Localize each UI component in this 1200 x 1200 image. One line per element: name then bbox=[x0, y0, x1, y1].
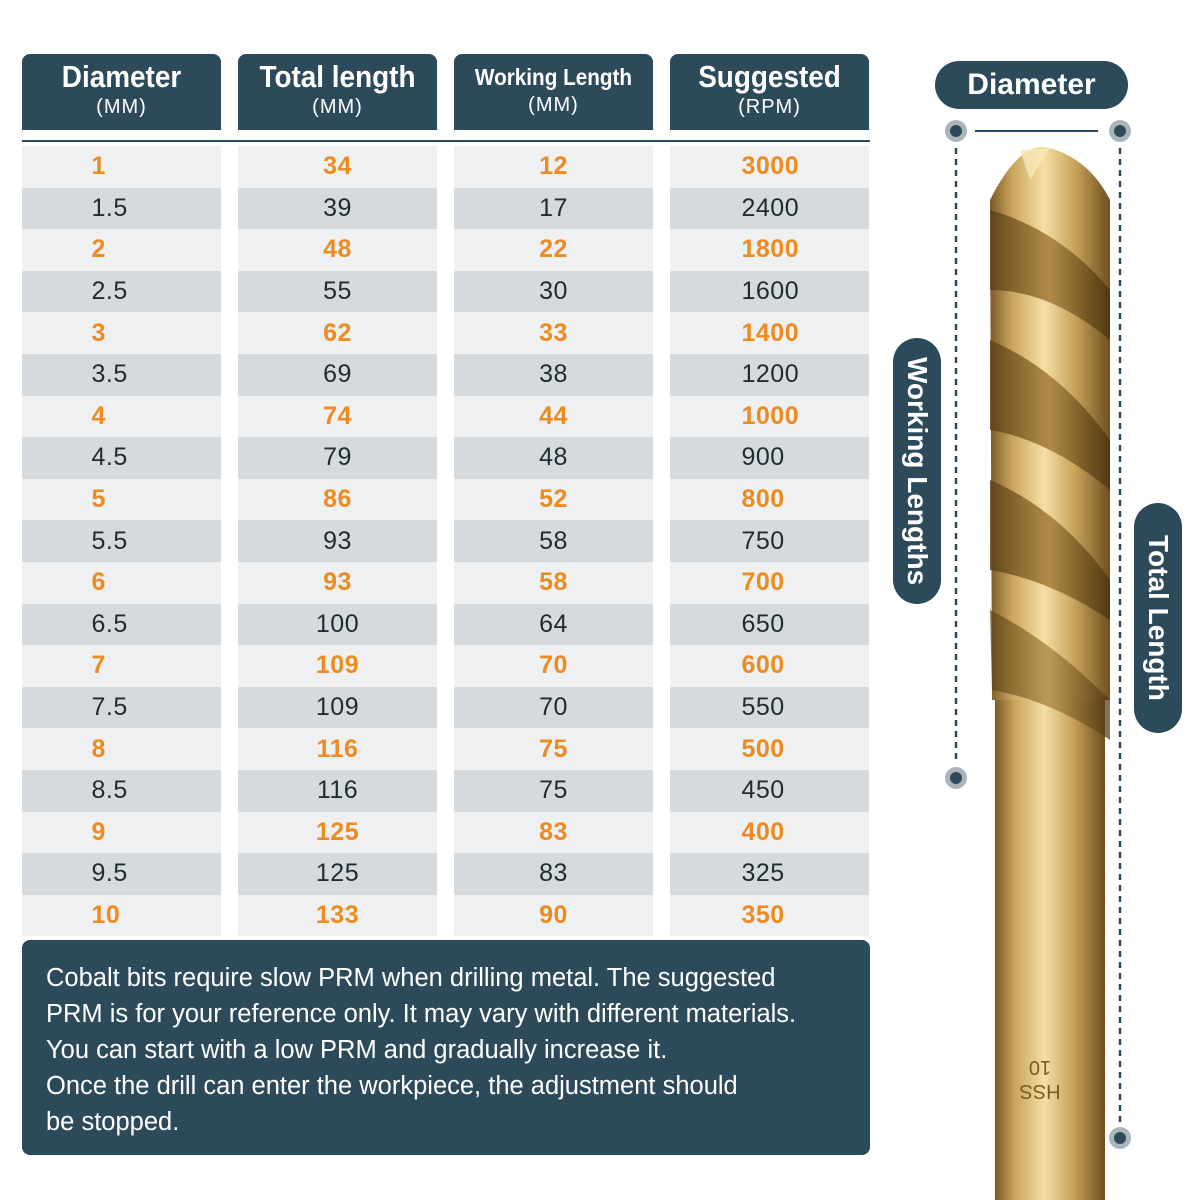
cell-value: 33 bbox=[539, 318, 568, 347]
table-cell bbox=[22, 520, 221, 562]
cell-value: 1200 bbox=[741, 360, 800, 389]
cell-value: 1.5 bbox=[91, 193, 128, 222]
cell-value: 650 bbox=[741, 609, 785, 638]
cell-value: 58 bbox=[539, 568, 568, 597]
table-header bbox=[22, 54, 870, 132]
table-cell bbox=[238, 770, 437, 812]
table-cell bbox=[238, 146, 437, 188]
table-cell bbox=[238, 396, 437, 438]
table-cell bbox=[670, 479, 869, 521]
cell-value: 86 bbox=[323, 485, 352, 514]
drill-marking-line1: HSS bbox=[1019, 1080, 1061, 1102]
cell-value: 93 bbox=[323, 526, 352, 555]
cell-value: 2.5 bbox=[91, 277, 128, 306]
table-cell bbox=[454, 271, 653, 313]
usage-note bbox=[22, 940, 870, 1155]
note-line: You can start with a low PRM and gradually increase it. bbox=[46, 1036, 668, 1064]
table-cell bbox=[238, 354, 437, 396]
cell-value: 55 bbox=[323, 277, 352, 306]
table-cell bbox=[670, 271, 869, 313]
table-cell bbox=[238, 562, 437, 604]
table-row bbox=[22, 437, 870, 479]
table-cell bbox=[22, 770, 221, 812]
cell-value: 116 bbox=[316, 734, 359, 763]
cell-value: 6.5 bbox=[91, 609, 128, 638]
table-cell bbox=[670, 687, 869, 729]
table-row bbox=[22, 312, 870, 354]
table-cell bbox=[454, 895, 653, 937]
table-cell bbox=[670, 895, 869, 937]
cell-value: 3 bbox=[91, 318, 106, 347]
table-cell bbox=[238, 312, 437, 354]
cell-value: 350 bbox=[741, 900, 785, 929]
header-suggested-rpm bbox=[670, 54, 869, 130]
cell-value: 9 bbox=[91, 817, 106, 846]
dimension-endpoint-icon bbox=[1109, 120, 1131, 142]
table-cell bbox=[670, 520, 869, 562]
drill-shank bbox=[995, 700, 1105, 1200]
table-cell bbox=[670, 645, 869, 687]
table-cell bbox=[454, 354, 653, 396]
header-unit: (RPM) bbox=[738, 96, 801, 118]
cell-value: 5.5 bbox=[91, 526, 128, 555]
table-cell bbox=[454, 562, 653, 604]
table-cell bbox=[670, 396, 869, 438]
header-unit: (MM) bbox=[528, 94, 579, 116]
cell-value: 70 bbox=[539, 693, 568, 722]
cell-value: 48 bbox=[323, 235, 352, 264]
cell-value: 3.5 bbox=[91, 360, 128, 389]
note-line: Once the drill can enter the workpiece, the adjustment should bbox=[46, 1072, 738, 1100]
table-cell bbox=[22, 354, 221, 396]
table-cell bbox=[22, 853, 221, 895]
table-cell bbox=[670, 146, 869, 188]
table-cell bbox=[454, 146, 653, 188]
table-cell bbox=[454, 728, 653, 770]
table-row bbox=[22, 354, 870, 396]
table-cell bbox=[22, 895, 221, 937]
cell-value: 7.5 bbox=[91, 693, 128, 722]
table-cell bbox=[22, 146, 221, 188]
table-cell bbox=[454, 479, 653, 521]
cell-value: 109 bbox=[315, 651, 360, 680]
table-row bbox=[22, 229, 870, 271]
table-cell bbox=[670, 770, 869, 812]
table-row bbox=[22, 562, 870, 604]
table-cell bbox=[22, 562, 221, 604]
table-cell bbox=[670, 562, 869, 604]
table-cell bbox=[454, 645, 653, 687]
table-row bbox=[22, 271, 870, 313]
cell-value: 74 bbox=[323, 401, 352, 430]
drill-bit-image bbox=[960, 140, 1140, 1200]
table-cell bbox=[22, 312, 221, 354]
table-cell bbox=[238, 437, 437, 479]
cell-value: 700 bbox=[741, 568, 785, 597]
table-cell bbox=[238, 520, 437, 562]
table-row bbox=[22, 146, 870, 188]
table-cell bbox=[670, 853, 869, 895]
cell-value: 75 bbox=[539, 734, 568, 763]
cell-value: 83 bbox=[539, 859, 568, 888]
table-row bbox=[22, 812, 870, 854]
cell-value: 900 bbox=[741, 443, 785, 472]
cell-value: 48 bbox=[539, 443, 568, 472]
table-cell bbox=[22, 437, 221, 479]
cell-value: 12 bbox=[539, 152, 568, 181]
table-row bbox=[22, 895, 870, 937]
dimension-endpoint-icon bbox=[945, 120, 967, 142]
table-row bbox=[22, 396, 870, 438]
header-unit: (MM) bbox=[96, 96, 147, 118]
table-cell bbox=[238, 604, 437, 646]
cell-value: 125 bbox=[315, 817, 360, 846]
cell-value: 64 bbox=[539, 609, 568, 638]
table-cell bbox=[238, 812, 437, 854]
table-cell bbox=[670, 312, 869, 354]
table-row bbox=[22, 188, 870, 230]
table-body bbox=[22, 146, 870, 936]
table-cell bbox=[670, 437, 869, 479]
cell-value: 3000 bbox=[741, 152, 800, 181]
cell-value: 4.5 bbox=[91, 443, 128, 472]
header-title: Total length bbox=[259, 59, 416, 94]
note-line: PRM is for your reference only. It may vary with different materials. bbox=[46, 1000, 797, 1028]
table-cell bbox=[670, 728, 869, 770]
table-row bbox=[22, 645, 870, 687]
cell-value: 500 bbox=[741, 734, 785, 763]
cell-value: 1 bbox=[91, 152, 106, 181]
cell-value: 17 bbox=[539, 193, 568, 222]
table-cell bbox=[670, 354, 869, 396]
cell-value: 750 bbox=[741, 526, 785, 555]
cell-value: 22 bbox=[539, 235, 568, 264]
table-cell bbox=[454, 520, 653, 562]
table-cell bbox=[454, 437, 653, 479]
table-cell bbox=[238, 728, 437, 770]
table-cell bbox=[670, 188, 869, 230]
table-cell bbox=[238, 853, 437, 895]
table-cell bbox=[22, 188, 221, 230]
cell-value: 2400 bbox=[741, 193, 800, 222]
cell-value: 75 bbox=[539, 776, 568, 805]
cell-value: 30 bbox=[539, 277, 568, 306]
cell-value: 550 bbox=[741, 693, 785, 722]
table-cell bbox=[22, 229, 221, 271]
table-cell bbox=[22, 271, 221, 313]
header-diameter bbox=[22, 54, 221, 130]
table-cell bbox=[238, 895, 437, 937]
cell-value: 800 bbox=[741, 485, 785, 514]
header-divider bbox=[22, 140, 870, 142]
cell-value: 34 bbox=[323, 152, 352, 181]
cell-value: 8 bbox=[91, 734, 106, 763]
table-cell bbox=[22, 728, 221, 770]
cell-value: 109 bbox=[315, 693, 360, 722]
table-row bbox=[22, 604, 870, 646]
table-cell bbox=[454, 812, 653, 854]
cell-value: 38 bbox=[539, 360, 568, 389]
table-row bbox=[22, 770, 870, 812]
header-working-length bbox=[454, 54, 653, 130]
cell-value: 4 bbox=[91, 401, 106, 430]
cell-value: 450 bbox=[741, 776, 785, 805]
table-cell bbox=[454, 770, 653, 812]
table-cell bbox=[22, 812, 221, 854]
table-cell bbox=[670, 604, 869, 646]
cell-value: 1600 bbox=[741, 277, 800, 306]
header-title: Diameter bbox=[61, 59, 182, 94]
note-line: be stopped. bbox=[46, 1108, 180, 1136]
table-row bbox=[22, 520, 870, 562]
cell-value: 100 bbox=[315, 609, 360, 638]
table-row bbox=[22, 853, 870, 895]
table-cell bbox=[454, 229, 653, 271]
table-cell bbox=[454, 853, 653, 895]
table-cell bbox=[454, 188, 653, 230]
table-cell bbox=[670, 229, 869, 271]
table-cell bbox=[238, 188, 437, 230]
cell-value: 1800 bbox=[741, 235, 800, 264]
table-cell bbox=[22, 479, 221, 521]
cell-value: 44 bbox=[539, 401, 568, 430]
cell-value: 125 bbox=[315, 859, 360, 888]
cell-value: 1000 bbox=[741, 401, 800, 430]
cell-value: 325 bbox=[741, 859, 785, 888]
cell-value: 7 bbox=[91, 651, 106, 680]
table-cell bbox=[22, 687, 221, 729]
total-length-label: Total Length bbox=[1134, 503, 1182, 733]
table-cell bbox=[454, 312, 653, 354]
table-cell bbox=[454, 604, 653, 646]
cell-value: 58 bbox=[539, 526, 568, 555]
cell-value: 69 bbox=[323, 360, 352, 389]
table-cell bbox=[238, 229, 437, 271]
cell-value: 62 bbox=[323, 318, 352, 347]
table-cell bbox=[238, 687, 437, 729]
cell-value: 600 bbox=[741, 651, 785, 680]
header-unit: (MM) bbox=[312, 96, 363, 118]
cell-value: 116 bbox=[316, 776, 359, 805]
cell-value: 6 bbox=[91, 568, 106, 597]
table-cell bbox=[22, 645, 221, 687]
cell-value: 10 bbox=[91, 900, 121, 929]
cell-value: 90 bbox=[539, 900, 568, 929]
cell-value: 2 bbox=[91, 235, 106, 264]
table-row bbox=[22, 728, 870, 770]
cell-value: 5 bbox=[91, 485, 106, 514]
table-cell bbox=[238, 645, 437, 687]
table-row bbox=[22, 687, 870, 729]
cell-value: 93 bbox=[323, 568, 352, 597]
cell-value: 133 bbox=[315, 900, 360, 929]
diameter-label: Diameter bbox=[935, 61, 1128, 109]
header-title: Suggested bbox=[698, 59, 841, 94]
cell-value: 79 bbox=[323, 443, 352, 472]
cell-value: 70 bbox=[539, 651, 568, 680]
header-title: Working Length bbox=[474, 64, 633, 90]
table-row bbox=[22, 479, 870, 521]
drill-marking-line2: 10 bbox=[1028, 1056, 1052, 1078]
cell-value: 83 bbox=[539, 817, 568, 846]
cell-value: 400 bbox=[741, 817, 785, 846]
table-cell bbox=[670, 812, 869, 854]
cell-value: 8.5 bbox=[91, 776, 128, 805]
table-cell bbox=[454, 396, 653, 438]
cell-value: 1400 bbox=[741, 318, 800, 347]
cell-value: 39 bbox=[323, 193, 352, 222]
table-cell bbox=[238, 479, 437, 521]
header-total-length bbox=[238, 54, 437, 130]
note-line: Cobalt bits require slow PRM when drilling metal. The suggested bbox=[46, 964, 776, 992]
working-lengths-label: Working Lengths bbox=[893, 338, 941, 604]
table-cell bbox=[22, 396, 221, 438]
table-cell bbox=[454, 687, 653, 729]
cell-value: 52 bbox=[539, 485, 568, 514]
table-cell bbox=[238, 271, 437, 313]
table-cell bbox=[22, 604, 221, 646]
cell-value: 9.5 bbox=[91, 859, 128, 888]
